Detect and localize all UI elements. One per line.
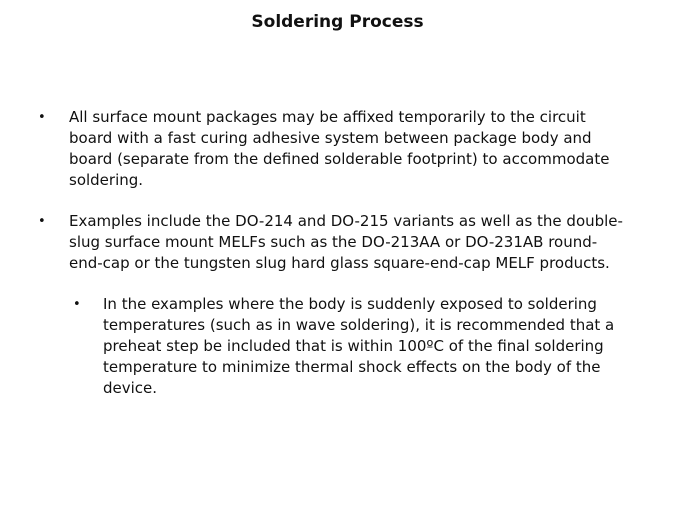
slide-title: Soldering Process xyxy=(251,12,424,32)
bullet-adhesive: All surface mount packages may be affixed temporarily to the circuit board with a fast curing adhesive system between package body and board (separate from the defined solderable footprint) to accommodate soldering. xyxy=(69,108,610,189)
bullet-marker: • xyxy=(38,214,46,229)
sub-bullet-preheat: In the examples where the body is suddenly exposed to soldering temperatures (such as in wave soldering), it is recommended that a preheat step be included that is within 100ºC of the final soldering temperature to minimize thermal shock effects on the body of the device. xyxy=(103,295,615,397)
bullet-examples: Examples include the DO-214 and DO-215 variants as well as the double-slug surface mount MELFs such as the DO-213AA or DO-231AB round-end-cap or the tungsten slug hard glass square-end-cap MELF products. xyxy=(69,212,623,272)
bullet-marker: • xyxy=(38,110,46,125)
sub-bullet-marker: • xyxy=(73,297,81,312)
